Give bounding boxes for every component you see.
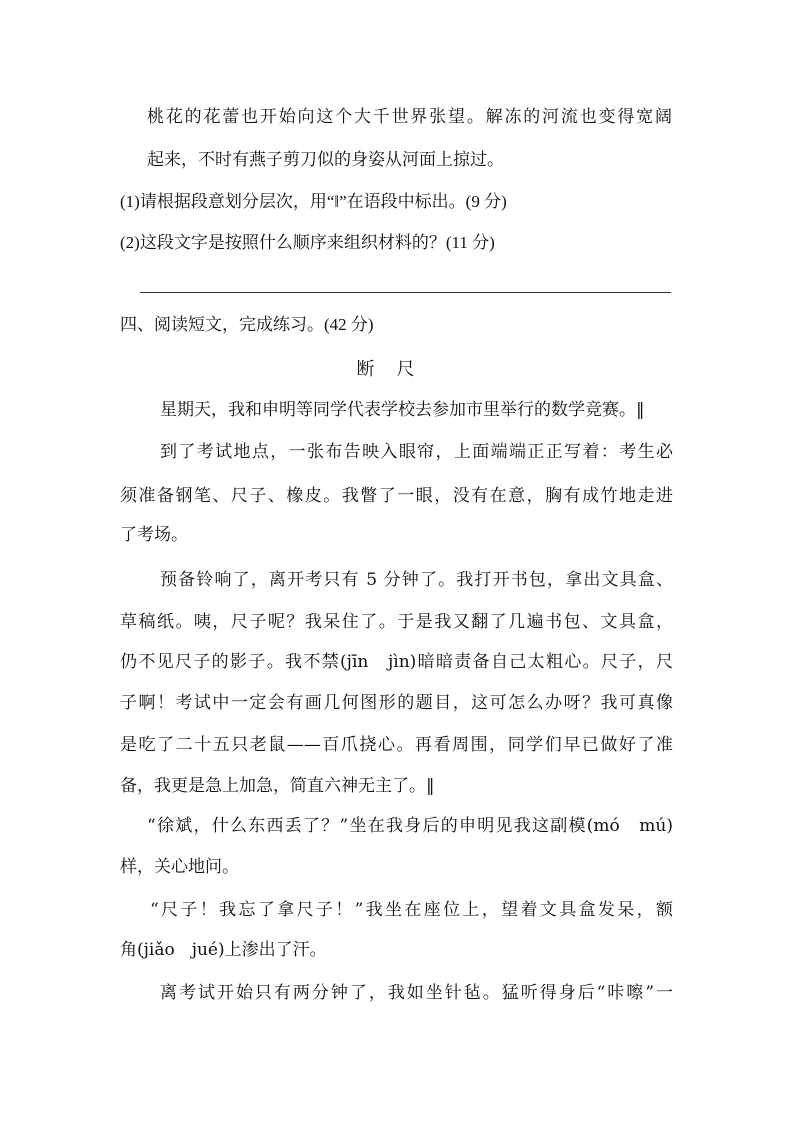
article-line: 子啊！考试中一定会有画几何图形的题目，这可怎么办呀？我可真像	[120, 693, 673, 713]
article-line: “徐斌，什么东西丢了？”坐在我身后的申明见我这副模(mó mú)	[147, 816, 673, 836]
article-line: 了考场。	[120, 525, 188, 545]
article-line: 预备铃响了，离开考只有 5 分钟了。我打开书包，拿出文具盒、	[160, 570, 673, 590]
article-line: “尺子！我忘了拿尺子！”我坐在座位上，望着文具盒发呆，额	[150, 900, 673, 920]
article-line: 草稿纸。咦，尺子呢？我呆住了。于是我又翻了几遍书包、文具盒，	[120, 612, 673, 632]
article-title: 断尺	[356, 359, 437, 380]
answer-line	[140, 292, 671, 293]
article-line: 到了考试地点，一张布告映入眼帘，上面端端正正写着：考生必	[160, 442, 673, 462]
passage-line: 桃花的花蕾也开始向这个大千世界张望。解冻的河流也变得宽阔	[147, 107, 672, 127]
article-line: 是吃了二十五只老鼠——百爪挠心。再看周围，同学们早已做好了准	[120, 735, 673, 755]
article-line: 备，我更是急上加急，简直六神无主了。‖	[120, 776, 435, 796]
article-line: 星期天，我和申明等同学代表学校去参加市里举行的数学竞赛。‖	[160, 400, 645, 420]
article-line: 离考试开始只有两分钟了，我如坐针毡。猛听得身后“咔嚓”一	[160, 983, 673, 1003]
question-1: (1)请根据段意划分层次，用“‖”在语段中标出。(9 分)	[120, 192, 507, 211]
question-2: (2)这段文字是按照什么顺序来组织材料的？(11 分)	[120, 233, 495, 252]
section-heading: 四、阅读短文，完成练习。(42 分)	[120, 315, 374, 334]
passage-line: 起来，不时有燕子剪刀似的身姿从河面上掠过。	[147, 150, 504, 170]
article-line: 角(jiǎo jué)上渗出了汗。	[120, 940, 327, 960]
article-line: 须准备钢笔、尺子、橡皮。我瞥了一眼，没有在意，胸有成竹地走进	[120, 486, 673, 506]
article-line: 样，关心地问。	[120, 857, 239, 877]
article-line: 仍不见尺子的影子。我不禁(jīn jìn)暗暗责备自己太粗心。尺子，尺	[120, 652, 673, 672]
